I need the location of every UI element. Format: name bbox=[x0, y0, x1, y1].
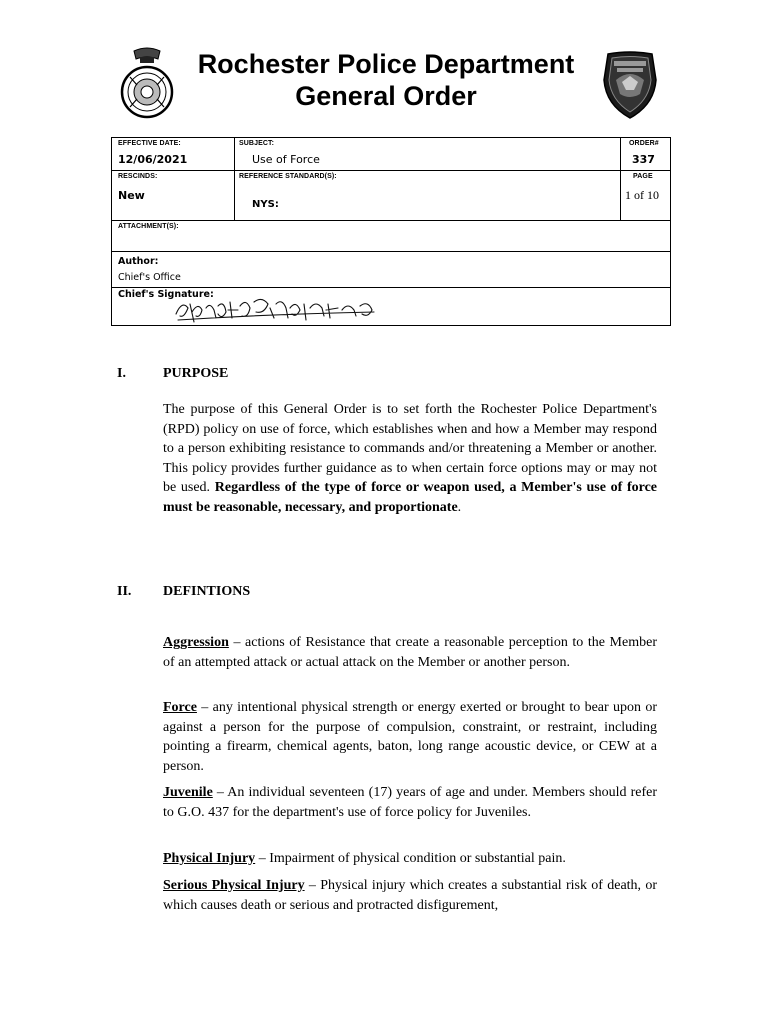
definition-text: – Physical injury which creates a substantial risk of death, or which causes death or serious and protracted disfigurement, bbox=[163, 878, 657, 913]
attachments-label: ATTACHMENT(S): bbox=[118, 223, 179, 230]
definition-text: – actions of Resistance that create a reasonable perception to the Member of an attempted attack or actual attack on the Member or another person. bbox=[163, 635, 657, 670]
row-signature bbox=[112, 288, 670, 325]
rescinds-cell bbox=[112, 171, 234, 220]
order-value: 337 bbox=[632, 153, 655, 166]
definition-text: – Impairment of physical condition or substantial pain. bbox=[255, 851, 566, 866]
reference-cell bbox=[234, 171, 620, 220]
definition-physical-injury bbox=[163, 849, 657, 869]
section-i-number: I. bbox=[117, 366, 126, 381]
title-line-2: General Order bbox=[295, 81, 477, 111]
order-label: ORDER# bbox=[629, 140, 659, 147]
general-order-header-table bbox=[111, 137, 671, 326]
reference-standards-label: REFERENCE STANDARD(S): bbox=[239, 173, 337, 180]
subject-label: SUBJECT: bbox=[239, 140, 275, 147]
definition-text: – An individual seventeen (17) years of age and under. Members should refer to G.O. 437 for the department's use of force policy for Juveniles. bbox=[163, 785, 657, 820]
definition-juvenile bbox=[163, 783, 657, 822]
subject-cell bbox=[234, 138, 620, 170]
definition-term: Physical Injury bbox=[163, 851, 256, 866]
author-label: Author: bbox=[118, 256, 159, 267]
definition-term: Serious Physical Injury bbox=[163, 878, 305, 893]
effective-date-cell bbox=[112, 138, 234, 170]
purpose-emphasis: Regardless of the type of force or weapon used, a Member's use of force must be reasonable, necessary, and proportionate bbox=[163, 480, 657, 515]
page-value: 1 of 10 bbox=[625, 188, 659, 202]
definition-force bbox=[163, 698, 657, 776]
department-seal-logo bbox=[120, 47, 174, 121]
purpose-paragraph bbox=[163, 400, 657, 517]
row-attachments bbox=[112, 221, 670, 252]
definition-aggression bbox=[163, 633, 657, 672]
chief-signature-image bbox=[172, 294, 382, 326]
title-line-1: Rochester Police Department bbox=[197, 49, 575, 79]
effective-date-label: EFFECTIVE DATE: bbox=[118, 140, 181, 147]
definition-serious-physical-injury bbox=[163, 876, 657, 915]
signature-label: Chief's Signature: bbox=[118, 289, 214, 300]
row-rescinds bbox=[112, 171, 670, 221]
purpose-end: . bbox=[457, 499, 462, 515]
section-ii-number: II. bbox=[117, 584, 132, 599]
purpose-text: The purpose of this General Order is to set forth the Rochester Police Department's (RPD) policy on use of force, which establishes when and how a Member may respond to a person exhibiting resistance to commands and/or threatening a Member or another. This policy provides further guidance as to when certain force options may or may not be used. bbox=[163, 402, 657, 495]
rescinds-value: New bbox=[118, 189, 145, 202]
effective-date-value: 12/06/2021 bbox=[118, 153, 188, 166]
police-badge-logo bbox=[600, 50, 660, 120]
section-ii-title: DEFINTIONS bbox=[163, 584, 251, 599]
order-cell bbox=[620, 138, 672, 170]
page-cell bbox=[620, 171, 672, 220]
definition-term: Force bbox=[163, 700, 197, 715]
row-author bbox=[112, 252, 670, 288]
author-value: Chief's Office bbox=[118, 272, 181, 283]
definition-term: Juvenile bbox=[163, 785, 213, 800]
reference-nys-label: NYS: bbox=[252, 199, 279, 210]
subject-value: Use of Force bbox=[252, 153, 320, 166]
row-effective-date bbox=[112, 138, 670, 171]
section-i-title: PURPOSE bbox=[163, 366, 229, 381]
definition-text: – any intentional physical strength or energy exerted or brought to bear upon or against a person for the purpose of compulsion, constraint, or restraint, including pointing a firearm, chemical agents, baton, long range acoustic device, or CEW at a person. bbox=[163, 700, 657, 774]
page-label: PAGE bbox=[633, 173, 653, 180]
rescinds-label: RESCINDS: bbox=[118, 173, 158, 180]
page-title bbox=[180, 48, 592, 112]
definition-term: Aggression bbox=[163, 635, 229, 650]
